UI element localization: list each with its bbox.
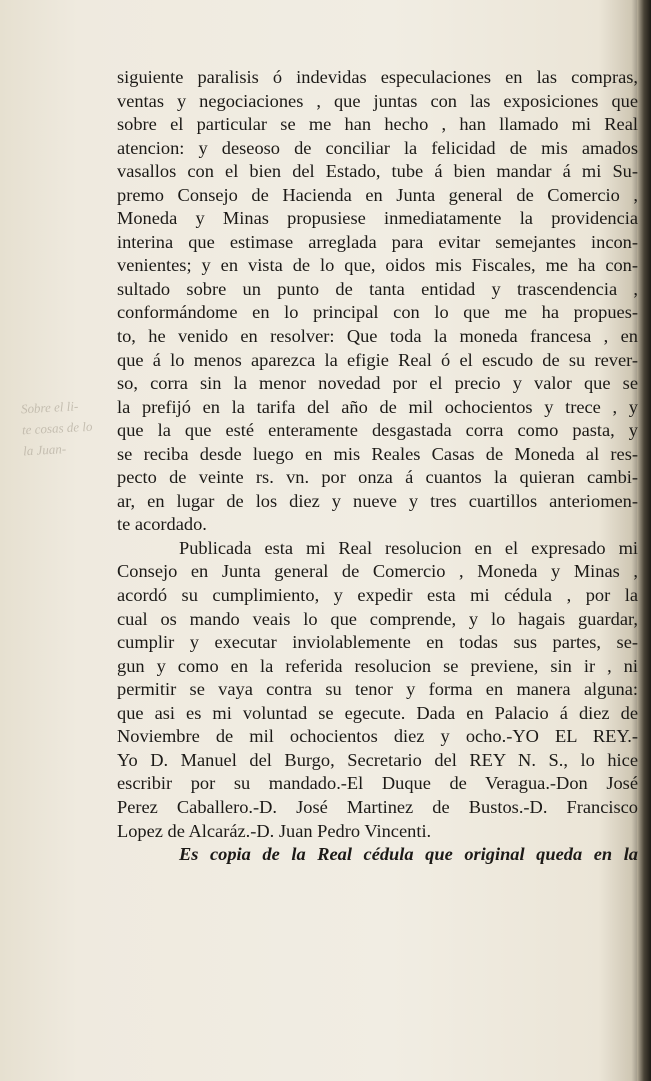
text-line: pecto de veinte rs. vn. por onza á cuantos la quieran cambi-	[117, 467, 638, 488]
text-line: cual os mando veais lo que comprende, y lo hagais guardar,	[117, 608, 638, 629]
text-line: acordó su cumplimiento, y expedir esta mi cédula , por la	[117, 585, 638, 606]
text-line: venientes; y en vista de lo que, oidos mis Fiscales, me ha con-	[117, 255, 638, 276]
text-line: sobre el particular se me han hecho , han llamado mi Real	[117, 114, 638, 135]
text-line: so, corra sin la menor novedad por el precio y valor que se	[117, 373, 638, 394]
text-line: escribir por su mandado.-El Duque de Veragua.-Don José	[117, 773, 638, 794]
book-spine	[637, 0, 651, 1081]
text-line: to, he venido en resolver: Que toda la moneda francesa , en	[117, 326, 638, 347]
text-line: te acordado.	[117, 514, 207, 535]
text-line: premo Consejo de Hacienda en Junta general de Comercio ,	[117, 184, 638, 205]
text-line: gun y como en la referida resolucion se previene, sin ir , ni	[117, 655, 638, 676]
text-line: Moneda y Minas propusiese inmediatamente la providencia	[117, 208, 638, 229]
text-line: permitir se vaya contra su tenor y forma en manera alguna:	[117, 679, 638, 700]
text-line: Noviembre de mil ochocientos diez y ocho.-YO EL REY.-	[117, 726, 638, 747]
text-line: ar, en lugar de los diez y nueve y tres cuartillos anteriomen-	[117, 490, 638, 511]
text-line: cumplir y executar inviolablemente en todas sus partes, se-	[117, 632, 638, 653]
text-line: atencion: y deseoso de conciliar la felicidad de mis amados	[117, 137, 638, 158]
margin-note	[20, 394, 113, 462]
text-line: que asi es mi voluntad se egecute. Dada en Palacio á diez de	[117, 702, 638, 723]
body-text	[117, 66, 638, 867]
text-line: siguiente paralisis ó indevidas especulaciones en las compras,	[117, 67, 638, 87]
text-line: vasallos con el bien del Estado, tube á bien mandar á mi Su-	[117, 161, 638, 182]
paragraph-start: Publicada esta mi Real resolucion en el expresado mi	[179, 537, 638, 558]
text-line: la prefijó en la tarifa del año de mil ochocientos y trece , y	[117, 396, 638, 417]
text-line: que la que esté enteramente desgastada corra como pasta, y	[117, 420, 638, 441]
text-line: ventas y negociaciones , que juntas con las exposiciones que	[117, 90, 638, 111]
text-line: Lopez de Alcaráz.-D. Juan Pedro Vincenti.	[117, 820, 432, 841]
text-line: Consejo en Junta general de Comercio , Moneda y Minas ,	[117, 561, 638, 582]
text-line: Yo D. Manuel del Burgo, Secretario del REY N. S., lo hice	[117, 749, 638, 770]
text-line: que á lo menos aparezca la efigie Real ó el escudo de su rever-	[117, 349, 638, 370]
italic-closing-line: Es copia de la Real cédula que original queda en la	[179, 844, 638, 865]
margin-note-line: te cosas de lo	[21, 418, 93, 438]
text-line: interina que estimase arreglada para evitar semejantes incon-	[117, 231, 638, 252]
margin-note-line: la Juan-	[22, 441, 67, 459]
text-line: conformándome en lo principal con lo que me ha propues-	[117, 302, 638, 323]
text-line: sultado sobre un punto de tanta entidad y trascendencia ,	[117, 278, 638, 299]
text-line: Perez Caballero.-D. José Martinez de Bustos.-D. Francisco	[117, 796, 638, 817]
margin-note-line: Sobre el li-	[20, 398, 79, 417]
text-line: se reciba desde luego en mis Reales Casas de Moneda al res-	[117, 443, 638, 464]
